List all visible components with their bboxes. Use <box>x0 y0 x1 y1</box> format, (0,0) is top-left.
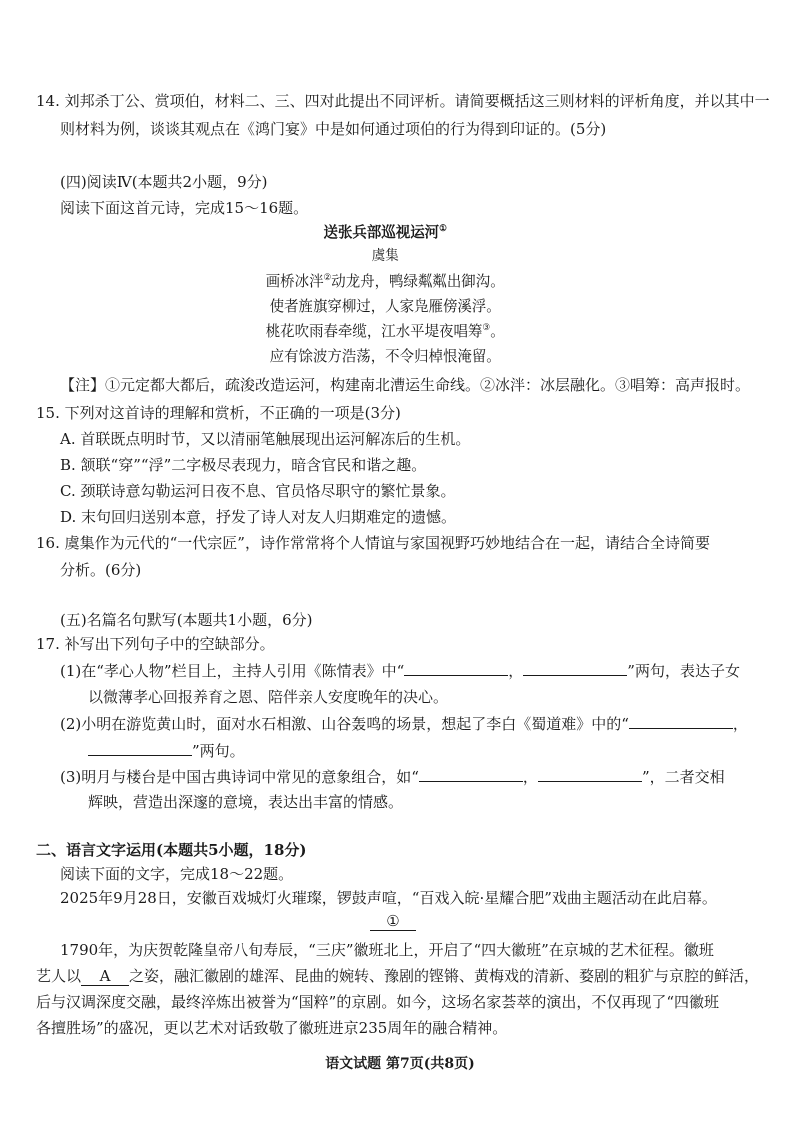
q17-s2-blank-1[interactable] <box>629 713 733 729</box>
q17-s1-continued: 以微薄孝心回报养育之恩、陪伴亲人安度晚年的决心。 <box>88 688 449 706</box>
q14-line2: 则材料为例，谈谈其观点在《鸿门宴》中是如何通过项伯的行为得到印证的。(5分) <box>60 120 607 138</box>
poem-title: 送张兵部巡视运河 <box>323 223 440 241</box>
q17-stem: 17. 补写出下列句子中的空缺部分。 <box>36 635 275 653</box>
part2-paragraph-1: 2025年9月28日，安徽百戏城灯火璀璨，锣鼓声喧，“百戏入皖·星耀合肥”戏曲主题活动在此启幕。 <box>60 889 717 907</box>
part2-p2-line2-a: 艺人以 <box>36 967 82 985</box>
q16-line1: 16. 虞集作为元代的“一代宗匠”，诗作常常将个人情谊与家国视野巧妙地结合在一起，请结合全诗简要 <box>36 534 710 552</box>
q17-sentence-2 <box>60 713 748 734</box>
q17-s1-blank-2[interactable] <box>523 660 627 676</box>
q17-sentence-3 <box>60 766 725 787</box>
poem-line-1-a: 画桥冰泮 <box>265 272 324 290</box>
poem-line-3-a: 桃花吹雨春牵缆，江水平堤夜唱筹 <box>265 322 483 340</box>
q17-s2-continued <box>88 740 245 761</box>
poem-line-4 <box>0 346 770 366</box>
part2-paragraph-2-line1: 1790年，为庆贺乾隆皇帝八旬寿辰，“三庆”徽班北上，开启了“四大徽班”在京城的艺术征程。徽班 <box>60 941 714 959</box>
q15-stem: 15. 下列对这首诗的理解和赏析，不正确的一项是(3分) <box>36 404 401 422</box>
q17-s3-blank-2[interactable] <box>538 766 642 782</box>
q15-option-b: B. 颔联“穿”“浮”二字极尽表现力，暗含官民和谐之趣。 <box>60 456 427 474</box>
poem-line-1-b: 动龙舟，鸭绿粼粼出御沟。 <box>331 272 505 290</box>
q17-s2-blank-2[interactable] <box>88 740 192 756</box>
poem-title-line <box>0 222 770 242</box>
q16-line2: 分析。(6分) <box>60 561 142 579</box>
blank-marker-1: ① <box>370 912 416 931</box>
part2-paragraph-2-line2 <box>36 966 759 986</box>
poem-line-1 <box>0 271 770 291</box>
q14-line1: 14. 刘邦杀丁公、赏项伯，材料二、三、四对此提出不同评析。请简要概括这三则材料的评析角度，并以其中一 <box>36 92 770 110</box>
section5-title: (五)名篇名句默写(本题共1小题，6分) <box>60 611 313 629</box>
q17-s2-comma: ， <box>732 715 748 733</box>
q17-s3-text-c: ”，二者交相 <box>641 768 725 786</box>
part2-paragraph-2-line3: 后与汉调深度交融，最终淬炼出被誉为“国粹”的京剧。如今，这场名家荟萃的演出，不仅再现了“四徽班 <box>36 993 720 1011</box>
poem-line-2-a: 使者旌旗穿柳过，人家凫雁傍溪浮。 <box>269 297 501 315</box>
q17-s3-text-a: (3)明月与楼台是中国古典诗词中常见的意象组合，如“ <box>60 768 419 786</box>
q17-sentence-1 <box>60 660 740 681</box>
poem-line-2 <box>0 296 770 316</box>
section4-title: (四)阅读Ⅳ(本题共2小题，9分) <box>60 173 268 191</box>
blank-A: A <box>81 968 129 986</box>
q17-s2-text-c: ”两句。 <box>192 742 245 760</box>
q17-s1-text-a: (1)在“孝心人物”栏目上，主持人引用《陈情表》中“ <box>60 662 405 680</box>
part2-intro: 阅读下面的文字，完成18～22题。 <box>60 865 294 883</box>
section4-intro: 阅读下面这首元诗，完成15～16题。 <box>60 199 309 217</box>
q17-s1-comma: ， <box>508 662 524 680</box>
poem-line-3-b: 。 <box>490 322 505 340</box>
q17-s3-comma: ， <box>522 768 538 786</box>
poem-title-note: ① <box>439 224 447 234</box>
poem-author: 虞集 <box>371 248 399 264</box>
part2-title: 二、语言文字运用(本题共5小题，18分) <box>36 841 307 859</box>
q17-s3-blank-1[interactable] <box>419 766 523 782</box>
q15-option-d: D. 末句回归送别本意，抒发了诗人对友人归期难定的遗憾。 <box>60 508 457 526</box>
q17-s1-text-c: ”两句，表达子女 <box>627 662 740 680</box>
q17-s2-text-a: (2)小明在游览黄山时，面对水石相激、山谷轰鸣的场景，想起了李白《蜀道难》中的“ <box>60 715 629 733</box>
poem-line-3 <box>0 321 770 341</box>
page-footer: 语文试题 第7页(共8页) <box>325 1056 475 1072</box>
poem-line-4-a: 应有馀波方浩荡，不令归棹恨淹留。 <box>269 347 501 365</box>
q15-option-c: C. 颈联诗意勾勒运河日夜不息、官员恪尽职守的繁忙景象。 <box>60 482 456 500</box>
q17-s1-blank-1[interactable] <box>404 660 508 676</box>
part2-paragraph-2-line4: 各擅胜场”的盛况，更以艺术对话致敬了徽班进京235周年的融合精神。 <box>36 1019 508 1037</box>
q17-s3-continued: 辉映，营造出深邃的意境，表达出丰富的情感。 <box>88 793 404 811</box>
q15-option-a: A. 首联既点明时节，又以清丽笔触展现出运河解冻后的生机。 <box>60 430 471 448</box>
poem-note: 【注】①元定都大都后，疏浚改造运河，构建南北漕运生命线。②冰泮：冰层融化。③唱筹：高声报时。 <box>60 376 751 394</box>
poem-line-3-note: ③ <box>482 323 491 333</box>
poem-line-1-note: ② <box>323 273 332 283</box>
part2-p2-line2-b: 之姿，融汇徽剧的雄浑、昆曲的婉转、豫剧的铿锵、黄梅戏的清新、婺剧的粗犷与京腔的鲜活， <box>129 967 760 985</box>
